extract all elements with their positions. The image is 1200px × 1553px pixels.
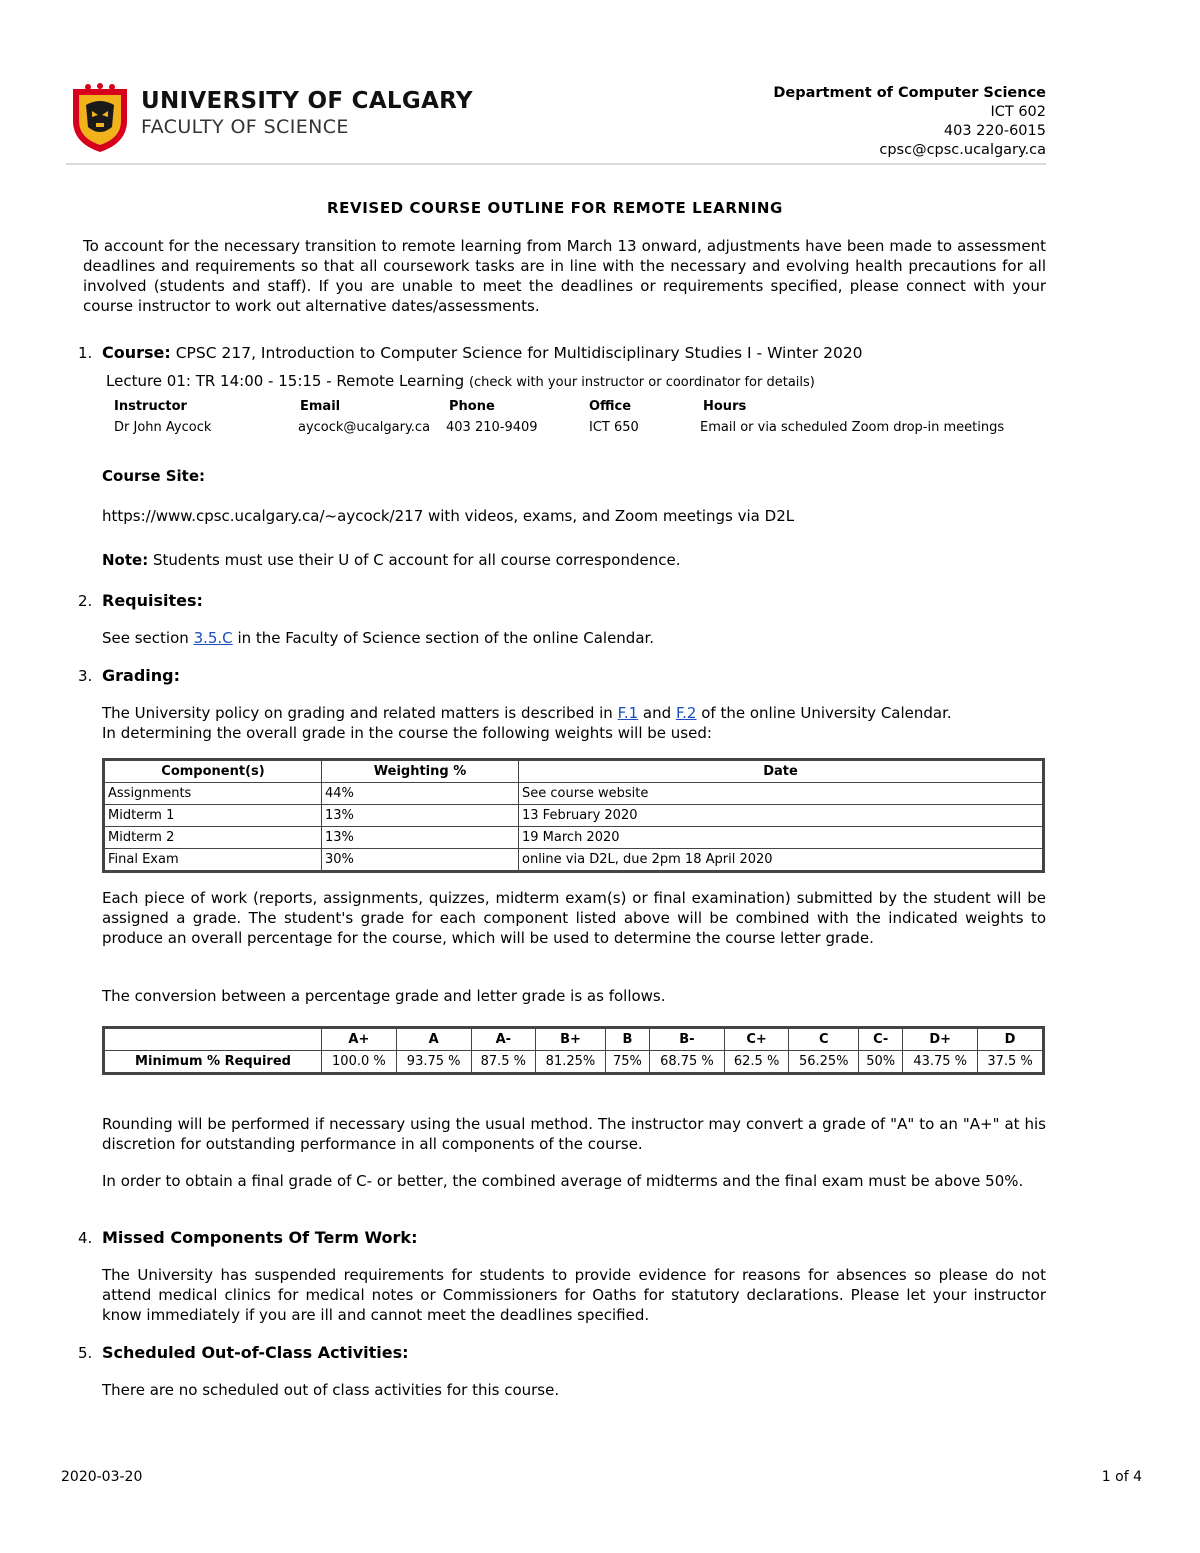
minimum-value: 100.0 % bbox=[322, 1051, 397, 1074]
weights-cell: Midterm 1 bbox=[104, 805, 322, 827]
instructor-phone: 403 210-9409 bbox=[446, 420, 538, 435]
missed-work-text: The University has suspended requirements for students to provide evidence for reasons for absences so please do not attend medical clinics for medical notes or Commissioners for Oaths for statutory declarations. Please let your instructor know immediately if you are ill and cannot meet the deadlines specified. bbox=[102, 1266, 1046, 1324]
department-email: cpsc@cpsc.ucalgary.ca bbox=[879, 142, 1046, 158]
letter-header: B- bbox=[650, 1028, 725, 1051]
section-2-number: 2. bbox=[78, 592, 93, 610]
table-row bbox=[104, 783, 1044, 805]
section-3-number: 3. bbox=[78, 667, 93, 685]
letter-header: D bbox=[978, 1028, 1044, 1051]
grading-policy-before: The University policy on grading and related matters is described in bbox=[102, 704, 613, 722]
out-of-class-text: There are no scheduled out of class activities for this course. bbox=[102, 1381, 560, 1399]
document-title: REVISED COURSE OUTLINE FOR REMOTE LEARNING bbox=[327, 199, 783, 217]
minimum-value: 37.5 % bbox=[978, 1051, 1044, 1074]
minimum-value: 43.75 % bbox=[903, 1051, 978, 1074]
grading-policy-after: of the online University Calendar. bbox=[701, 704, 952, 722]
grading-weights-intro: In determining the overall grade in the course the following weights will be used: bbox=[102, 724, 712, 742]
faculty-name: FACULTY OF SCIENCE bbox=[141, 116, 349, 138]
lecture-line bbox=[106, 371, 815, 393]
instructor-header-email: Email bbox=[300, 399, 341, 414]
lecture-note: (check with your instructor or coordinator for details) bbox=[468, 375, 815, 390]
letter-header: C- bbox=[859, 1028, 903, 1051]
weights-cell: Assignments bbox=[104, 783, 322, 805]
requisites-text-before: See section bbox=[102, 629, 189, 647]
letter-header: A+ bbox=[322, 1028, 397, 1051]
weights-cell: Midterm 2 bbox=[104, 827, 322, 849]
grading-policy-line bbox=[102, 703, 952, 723]
grading-policy-mid: and bbox=[642, 704, 672, 722]
course-title: CPSC 217, Introduction to Computer Science for Multidisciplinary Studies I - Winter 2020 bbox=[175, 344, 863, 362]
weights-cell: 13% bbox=[322, 827, 519, 849]
table-row bbox=[104, 827, 1044, 849]
instructor-header-office: Office bbox=[589, 399, 632, 414]
letter-header: C+ bbox=[724, 1028, 789, 1051]
weights-header-date: Date bbox=[519, 760, 1044, 783]
department-phone: 403 220-6015 bbox=[943, 123, 1046, 139]
note-line bbox=[102, 550, 681, 570]
letter-grade-table bbox=[102, 1026, 1045, 1075]
weights-cell: Final Exam bbox=[104, 849, 322, 872]
calendar-link-f2[interactable]: F.2 bbox=[675, 704, 697, 722]
department-contact bbox=[773, 84, 1046, 160]
letter-header: C bbox=[789, 1028, 859, 1051]
table-row bbox=[104, 849, 1044, 872]
weights-cell: See course website bbox=[519, 783, 1044, 805]
grading-explanation: Each piece of work (reports, assignments, quizzes, midterm exam(s) or final examination) submitted by the student will be assigned a grade. The student's grade for each component listed above will be combined with the indicated weights to produce an overall percentage for the course, which will be used to determine the course letter grade. bbox=[102, 889, 1046, 947]
requisites-text bbox=[102, 628, 654, 648]
section-4-heading: Missed Components Of Term Work: bbox=[102, 1228, 418, 1247]
letter-header: D+ bbox=[903, 1028, 978, 1051]
weights-cell: online via D2L, due 2pm 18 April 2020 bbox=[519, 849, 1044, 872]
minimum-label: Minimum % Required bbox=[104, 1051, 322, 1074]
section-1-heading: Course: bbox=[102, 343, 171, 362]
instructor-header-instructor: Instructor bbox=[114, 399, 187, 414]
section-5-number: 5. bbox=[78, 1344, 93, 1362]
weights-cell: 19 March 2020 bbox=[519, 827, 1044, 849]
letter-header: A bbox=[396, 1028, 471, 1051]
lecture-info: Lecture 01: TR 14:00 - 15:15 - Remote Learning bbox=[106, 372, 465, 390]
course-site-label: Course Site: bbox=[102, 467, 206, 485]
calendar-link-3-5-c[interactable]: 3.5.C bbox=[193, 629, 233, 647]
instructor-email: aycock@ucalgary.ca bbox=[298, 420, 431, 435]
minimum-row bbox=[104, 1051, 1044, 1074]
letter-header: A- bbox=[471, 1028, 536, 1051]
weights-cell: 30% bbox=[322, 849, 519, 872]
footer-page-number: 1 of 4 bbox=[1101, 1469, 1142, 1485]
section-3-heading: Grading: bbox=[102, 666, 180, 685]
minimum-value: 62.5 % bbox=[724, 1051, 789, 1074]
minimum-value: 50% bbox=[859, 1051, 903, 1074]
section-1-number: 1. bbox=[78, 344, 93, 362]
instructor-header-phone: Phone bbox=[449, 399, 495, 414]
university-crest-logo bbox=[71, 83, 129, 153]
table-row bbox=[104, 805, 1044, 827]
weights-cell: 13 February 2020 bbox=[519, 805, 1044, 827]
rounding-paragraph: Rounding will be performed if necessary using the usual method. The instructor may convert a grade of "A" to an "A+" at his discretion for outstanding performance in all components of the course. bbox=[102, 1115, 1046, 1153]
requisites-text-after: in the Faculty of Science section of the online Calendar. bbox=[237, 629, 655, 647]
calendar-link-f1[interactable]: F.1 bbox=[617, 704, 639, 722]
header-divider bbox=[66, 163, 1046, 165]
conversion-intro: The conversion between a percentage grade and letter grade is as follows. bbox=[102, 987, 666, 1005]
letter-header: B+ bbox=[536, 1028, 606, 1051]
instructor-office: ICT 650 bbox=[589, 420, 639, 435]
university-name: UNIVERSITY OF CALGARY bbox=[141, 88, 473, 114]
note-label: Note: bbox=[102, 551, 149, 569]
letter-header-row bbox=[104, 1028, 1044, 1051]
section-4-number: 4. bbox=[78, 1229, 93, 1247]
instructor-name: Dr John Aycock bbox=[114, 420, 212, 435]
weights-header-component: Component(s) bbox=[104, 760, 322, 783]
department-room: ICT 602 bbox=[990, 104, 1046, 120]
minimum-value: 87.5 % bbox=[471, 1051, 536, 1074]
letter-header: B bbox=[605, 1028, 649, 1051]
course-site-text: https://www.cpsc.ucalgary.ca/~aycock/217 with videos, exams, and Zoom meetings via D2L bbox=[102, 507, 795, 525]
section-2-heading: Requisites: bbox=[102, 591, 203, 610]
minimum-value: 93.75 % bbox=[396, 1051, 471, 1074]
instructor-hours: Email or via scheduled Zoom drop-in meetings bbox=[700, 420, 1005, 435]
section-5-heading: Scheduled Out-of-Class Activities: bbox=[102, 1343, 409, 1362]
department-name: Department of Computer Science bbox=[773, 85, 1046, 101]
minimum-value: 81.25% bbox=[536, 1051, 606, 1074]
footer-date: 2020-03-20 bbox=[61, 1469, 143, 1485]
weights-header-row bbox=[104, 760, 1044, 783]
minimum-value: 68.75 % bbox=[650, 1051, 725, 1074]
minimum-grade-paragraph: In order to obtain a final grade of C- or better, the combined average of midterms and the final exam must be above 50%. bbox=[102, 1172, 1024, 1190]
weights-cell: 44% bbox=[322, 783, 519, 805]
intro-paragraph: To account for the necessary transition to remote learning from March 13 onward, adjustments have been made to assessment deadlines and requirements so that all coursework tasks are in line with the necessary and evolving health precautions for all involved (students and staff). If you are unable to meet the deadlines or requirements specified, please connect with your course instructor to work out alternative dates/assessments. bbox=[83, 237, 1046, 315]
letter-header-blank bbox=[104, 1028, 322, 1051]
section-1-course-line bbox=[102, 343, 863, 363]
instructor-header-hours: Hours bbox=[703, 399, 747, 414]
weights-header-weighting: Weighting % bbox=[322, 760, 519, 783]
minimum-value: 75% bbox=[605, 1051, 649, 1074]
weights-cell: 13% bbox=[322, 805, 519, 827]
weights-table bbox=[102, 758, 1045, 873]
note-text: Students must use their U of C account for all course correspondence. bbox=[152, 551, 681, 569]
minimum-value: 56.25% bbox=[789, 1051, 859, 1074]
